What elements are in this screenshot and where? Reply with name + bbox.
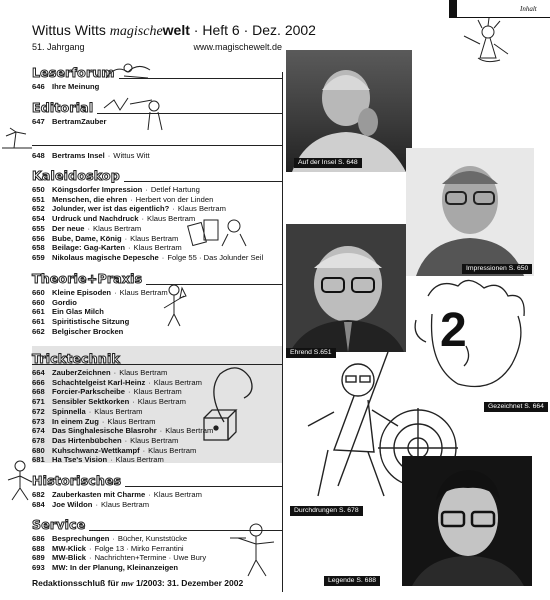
entry-page: 668 xyxy=(32,387,45,397)
deadline-mw: mw xyxy=(121,578,134,588)
entry-title: Kleine Episoden xyxy=(52,288,112,297)
section-header xyxy=(32,272,282,286)
toc-entry[interactable] xyxy=(32,327,282,337)
toc-entry[interactable]: 659 Nikolaus magische Depesche · Folge 55 · Das Jolunder Seil xyxy=(32,252,264,262)
toc-entry[interactable]: 682 Zauberkasten mit Charme · Klaus Bertram xyxy=(32,490,202,499)
section-title: Theorie+Praxis xyxy=(32,272,146,286)
entry-title: Der neue xyxy=(52,223,85,233)
entry-title: Urdruck und Nachdruck xyxy=(52,214,139,224)
entry-page: 656 xyxy=(32,233,45,243)
entry-title: Jolunder, wer ist das eigentlich? xyxy=(52,204,170,214)
toc-entry[interactable]: 671 Sensibler Sektkorken · Klaus Bertram xyxy=(32,397,186,407)
section-title: Service xyxy=(32,518,89,532)
entry-author: Bücher, Kunststücke xyxy=(117,534,188,543)
entry-page: 652 xyxy=(32,204,45,214)
entry-title: Joe Wildon xyxy=(52,499,93,509)
entry-page: 650 xyxy=(32,185,45,194)
entry-title: Besprechungen xyxy=(52,534,110,543)
masthead-title xyxy=(32,22,316,40)
corner-label: Inhalt xyxy=(520,5,537,13)
entry-author: Klaus Bertram xyxy=(148,445,197,455)
masthead-website[interactable]: www.magischewelt.de xyxy=(193,42,282,52)
entry-title: Zauberkasten mit Charme xyxy=(52,490,146,499)
portrait-legende xyxy=(402,456,532,586)
entry-author: Wittus Witt xyxy=(113,151,150,160)
entry-author: Klaus Bertram xyxy=(100,499,150,509)
entry-page: 684 xyxy=(32,499,45,509)
caption-impressionen: Impressionen S. 650 xyxy=(462,264,532,274)
entry-title: MW-Klick xyxy=(52,543,87,553)
entry-page: 658 xyxy=(32,243,45,253)
toc-entry[interactable]: 678 Das Hirtenbübchen · Klaus Bertram xyxy=(32,435,179,445)
section-title: Editorial xyxy=(32,101,97,115)
entry-title: Köingsdorfer Impression xyxy=(52,185,143,194)
section-theorie-praxis xyxy=(32,272,282,346)
section-insel xyxy=(32,151,282,169)
reader-doodle xyxy=(104,60,154,82)
entry-page: 681 xyxy=(32,455,45,465)
toc-entry[interactable]: 651 Menschen, die ehren · Herbert von der Linden xyxy=(32,194,214,204)
table-of-contents xyxy=(32,66,282,578)
entry-title: Ein Glas Milch xyxy=(52,307,104,317)
entry-author: Klaus Bertram xyxy=(133,243,182,253)
entry-author: Herbert von der Linden xyxy=(135,194,214,204)
entry-page: 689 xyxy=(32,553,45,563)
entry-title: MW-Blick xyxy=(52,553,87,563)
toc-entry[interactable] xyxy=(32,82,282,92)
entry-title: Bertrams Insel xyxy=(52,151,105,160)
toc-entry[interactable]: 654 Urdruck und Nachdruck · Klaus Bertram xyxy=(32,214,196,224)
toc-entry[interactable]: 673 In einem Zug · Klaus Bertram xyxy=(32,416,156,426)
editorial-deadline xyxy=(32,578,243,588)
entry-page: 654 xyxy=(32,214,45,224)
photo-ehrend xyxy=(286,224,406,352)
entry-author: Klaus Bertram xyxy=(147,214,196,224)
caption-gezeichnet: Gezeichnet S. 664 xyxy=(484,402,548,412)
section-rule xyxy=(32,145,282,146)
entry-author: Detlef Hartung xyxy=(150,185,200,194)
entry-page: 673 xyxy=(32,416,45,426)
entry-page: 655 xyxy=(32,223,45,233)
entry-author: Klaus Bertram xyxy=(119,288,168,297)
entry-author: Folge 13 · Mirko Ferrantini xyxy=(94,543,184,553)
entry-title: Spiritistische Sitzung xyxy=(52,317,130,327)
portrait-insel xyxy=(286,50,412,172)
portrait-ehrend xyxy=(286,224,406,352)
entry-page: 678 xyxy=(32,435,45,445)
portrait-impressionen xyxy=(406,148,534,276)
historic-doodle xyxy=(0,458,40,502)
toc-entry[interactable]: 668 Forcier-Parkscheibe · Klaus Bertram xyxy=(32,387,182,397)
caption-durchdrungen: Durchdrungen S. 678 xyxy=(290,506,363,516)
waiter-doodle xyxy=(226,520,284,580)
entry-page: 660 xyxy=(32,288,45,297)
toc-entry[interactable]: 688 MW-Klick · Folge 13 · Mirko Ferrantini xyxy=(32,543,184,553)
column-divider xyxy=(282,72,283,592)
toc-entry[interactable] xyxy=(32,317,282,327)
toc-entry[interactable]: 648 Bertrams Insel · Wittus Witt xyxy=(32,151,150,160)
toc-entry[interactable] xyxy=(32,298,282,308)
entry-author: Klaus Bertram xyxy=(133,387,182,397)
section-title: Kaleidoskop xyxy=(32,169,124,183)
toc-entry[interactable]: 660 Kleine Episoden · Klaus Bertram xyxy=(32,288,168,297)
toc-entry[interactable]: 652 Jolunder, wer ist das eigentlich? · Klaus Bertram xyxy=(32,204,226,214)
entry-page: 659 xyxy=(32,252,45,262)
photo-insel xyxy=(286,50,412,172)
entry-author: Klaus Bertram xyxy=(130,233,179,243)
entry-page: 674 xyxy=(32,426,45,436)
entry-title: Menschen, die ehren xyxy=(52,194,128,204)
section-leserforum xyxy=(32,66,282,93)
entry-page: 671 xyxy=(32,397,45,407)
masthead-year: 51. Jahrgang xyxy=(32,42,85,52)
entry-title: MW: In der Planung, Kleinanzeigen xyxy=(52,563,179,573)
entry-title: Spinnella xyxy=(52,406,86,416)
caption-insel: Auf der Insel S. 648 xyxy=(294,158,362,168)
island-doodle xyxy=(0,126,34,152)
entry-author: Klaus Bertram xyxy=(153,490,202,499)
entry-title: Belgischer Brocken xyxy=(52,326,124,336)
toc-entry[interactable]: 656 Bube, Dame, König · Klaus Bertram xyxy=(32,233,179,243)
entry-author: Klaus Bertram xyxy=(107,416,156,426)
entry-page: 661 xyxy=(32,317,45,327)
photo-impressionen xyxy=(406,148,534,276)
toc-entry[interactable]: 680 Kuhschwanz-Wettkampf · Klaus Bertram xyxy=(32,445,197,455)
section-title: Tricktechnik xyxy=(32,351,120,366)
section-historisches xyxy=(32,474,282,518)
deadline-date: 1/2003: 31. Dezember 2002 xyxy=(135,578,244,588)
toc-entry[interactable]: 684 Joe Wildon · Klaus Bertram xyxy=(32,499,150,509)
toc-entry[interactable] xyxy=(32,307,282,317)
toc-entry[interactable]: 681 Ha Tse's Vision · Klaus Bertram xyxy=(32,455,164,465)
masthead-issue: · Heft 6 · Dez. 2002 xyxy=(193,22,316,38)
entry-author: Klaus Bertram xyxy=(115,455,164,465)
entry-title: BertramZauber xyxy=(52,117,107,126)
toc-entry[interactable]: 650 Köingsdorfer Impression · Detlef Hartung xyxy=(32,185,200,194)
entry-title: Ihre Meinung xyxy=(52,82,100,91)
entry-title: ZauberZeichnen xyxy=(52,368,111,377)
masthead-mag-suffix: welt xyxy=(162,22,190,38)
section-header xyxy=(32,474,282,488)
toc-entry[interactable]: 655 Der neue · Klaus Bertram xyxy=(32,223,142,233)
entry-page: 666 xyxy=(32,377,45,387)
entry-author: Klaus Bertram xyxy=(177,204,226,214)
entry-page: 686 xyxy=(32,534,45,543)
entry-title: Das Hirtenbübchen xyxy=(52,435,122,445)
entry-page: 662 xyxy=(32,326,45,336)
entry-page: 661 xyxy=(32,307,45,317)
drawn-number: 2 xyxy=(440,304,467,357)
photo-legende xyxy=(402,456,532,586)
masthead-author: Wittus Witts xyxy=(32,22,106,38)
deadline-prefix: Redaktionsschluß für xyxy=(32,578,119,588)
entry-page: 688 xyxy=(32,543,45,553)
entry-title: Gordio xyxy=(52,297,77,307)
caption-ehrend: Ehrend S.651 xyxy=(286,348,336,358)
toc-entry[interactable]: 674 Das Singhalesische Blasrohr · Klaus Bertram xyxy=(32,426,214,436)
entry-title: Beilage: Gag-Karten xyxy=(52,243,126,253)
entry-title: In einem Zug xyxy=(52,416,99,426)
entry-title: Forcier-Parkscheibe xyxy=(52,387,126,397)
toc-entry[interactable]: 686 Besprechungen · Bücher, Kunststücke xyxy=(32,534,188,543)
entry-page: 693 xyxy=(32,563,45,573)
entry-author: Klaus Bertram xyxy=(153,377,202,387)
toc-entry[interactable]: 666 Schachtelgeist Karl-Heinz · Klaus Bertram xyxy=(32,377,202,387)
entry-title: Das Singhalesische Blasrohr xyxy=(52,426,157,436)
entry-author: Klaus Bertram xyxy=(137,397,186,407)
entry-author: Klaus Bertram xyxy=(130,435,179,445)
masthead xyxy=(32,22,316,54)
entry-page: 682 xyxy=(32,490,45,499)
entry-page: 672 xyxy=(32,406,45,416)
box-ghost-doodle xyxy=(186,362,264,452)
entry-author: Klaus Bertram xyxy=(119,368,168,377)
section-header xyxy=(32,169,282,183)
toc-entry[interactable]: 664 ZauberZeichnen · Klaus Bertram xyxy=(32,368,168,377)
entry-title: Sensibler Sektkorken xyxy=(52,397,130,407)
caption-legende: Legende S. 688 xyxy=(324,576,380,586)
entry-title: Schachtelgeist Karl-Heinz xyxy=(52,377,146,387)
entry-author: Klaus Bertram xyxy=(93,223,142,233)
milk-glass-doodle xyxy=(160,282,188,330)
toc-entry[interactable]: 689 MW-Blick · Nachrichten+Termine · Uwe Bury xyxy=(32,553,207,563)
entry-title: Nikolaus magische Depesche xyxy=(52,252,159,262)
entry-author: Klaus Bertram xyxy=(94,406,143,416)
masthead-mag-prefix: magische xyxy=(109,24,163,39)
entry-page: 648 xyxy=(32,151,45,160)
section-header xyxy=(32,66,282,80)
magician-doodle-top xyxy=(456,14,516,66)
entry-title: Bube, Dame, König xyxy=(52,233,122,243)
entry-author: Folge 55 · Das Jolunder Seil xyxy=(167,252,264,262)
entry-page: 680 xyxy=(32,445,45,455)
entry-title: Kuhschwanz-Wettkampf xyxy=(52,445,140,455)
toc-entry[interactable]: 672 Spinnella · Klaus Bertram xyxy=(32,406,143,416)
section-title: Leserforum xyxy=(32,66,119,80)
masthead-subline xyxy=(32,41,282,53)
entry-page: 646 xyxy=(32,82,45,91)
entry-page: 660 xyxy=(32,297,45,307)
entry-page: 664 xyxy=(32,368,45,377)
section-title: Historisches xyxy=(32,474,125,488)
entry-author: Klaus Bertram xyxy=(165,426,214,436)
editorial-doodle xyxy=(100,94,166,134)
entry-page: 651 xyxy=(32,194,45,204)
toc-entry[interactable]: 658 Beilage: Gag-Karten · Klaus Bertram xyxy=(32,243,182,253)
entry-author: Nachrichten+Termine · Uwe Bury xyxy=(94,553,207,563)
entry-page: 647 xyxy=(32,117,45,126)
entry-title: Ha Tse's Vision xyxy=(52,455,108,465)
cards-doodle xyxy=(184,212,250,250)
